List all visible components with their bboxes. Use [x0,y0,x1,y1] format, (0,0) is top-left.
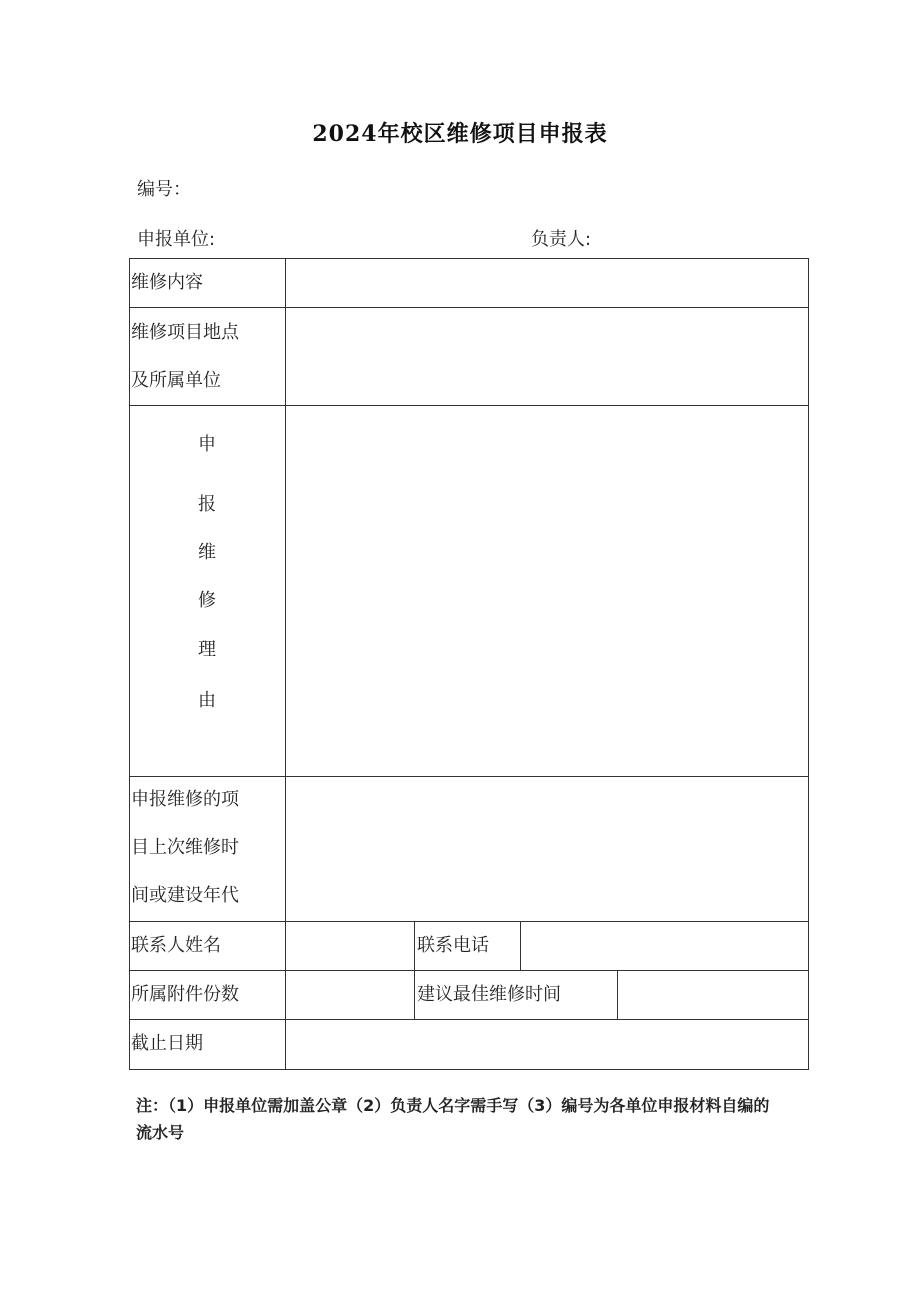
last-repair-label-line: 目上次维修时 [131,837,239,858]
repair-content-label: 维修内容 [131,272,203,293]
responsible-label: 负责人: [531,229,592,250]
location-label-line: 维修项目地点 [131,322,239,343]
form-title: 2024年校区维修项目申报表 [312,121,608,147]
contact-name-field[interactable] [286,922,414,970]
deadline-label: 截止日期 [131,1033,203,1054]
repair-reason-field[interactable] [286,406,808,776]
reason-label-char: 修 [198,590,216,611]
repair-content-field[interactable] [286,259,808,307]
location-label-line: 及所属单位 [131,370,221,391]
contact-phone-field[interactable] [521,922,808,970]
last-repair-label [131,776,239,920]
contact-phone-label: 联系电话 [417,935,489,956]
attachments-label: 所属附件份数 [131,984,239,1005]
unit-label: 申报单位: [137,229,216,250]
number-label: 编号： [137,179,191,200]
best-time-label: 建议最佳维修时间 [417,984,561,1005]
contact-name-label: 联系人姓名 [131,935,221,956]
reason-label-char: 理 [198,639,216,660]
best-time-field[interactable] [618,971,808,1019]
footnote: 注：（1）申报单位需加盖公章（2）负责人名字需手写（3）编号为各单位申报材料自编的流水号 [136,1096,770,1142]
last-repair-label-line: 申报维修的项 [131,789,239,810]
deadline-field[interactable] [286,1020,808,1069]
reason-label-char: 由 [198,690,216,711]
reason-label-char: 申 [198,434,216,455]
reason-label-char: 维 [198,542,216,563]
location-field[interactable] [286,308,808,405]
attachments-field[interactable] [286,971,414,1019]
location-label [131,309,239,405]
reason-label-char: 报 [198,494,216,515]
last-repair-label-line: 间或建设年代 [131,885,239,906]
last-repair-field[interactable] [286,777,808,921]
column-divider [414,921,415,1020]
